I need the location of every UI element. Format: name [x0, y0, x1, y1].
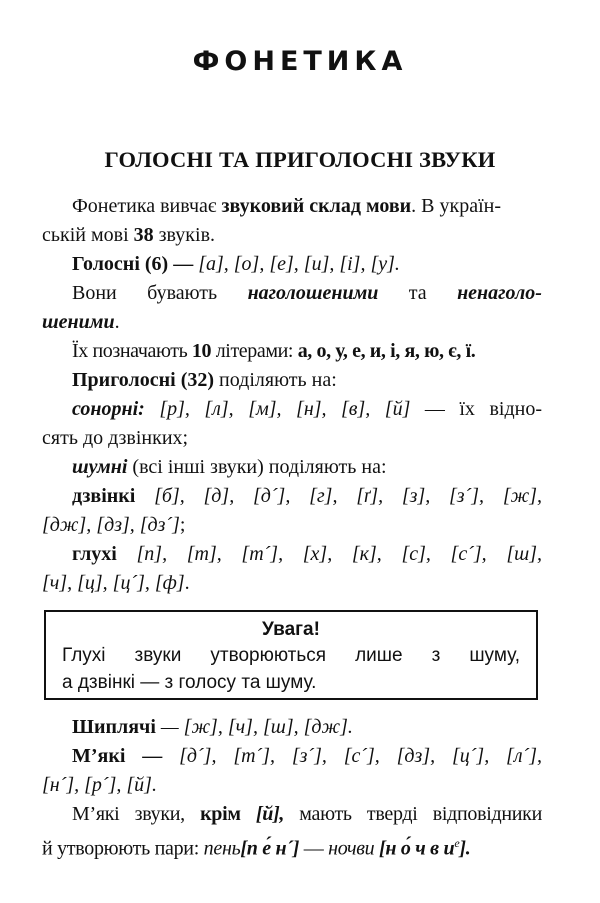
- attention-line: Глухі звуки утворюються лише з шуму,: [62, 645, 520, 666]
- bold-italic-text: [п е́ н´]: [240, 837, 300, 860]
- page-title: ФОНЕТИКА: [192, 46, 408, 77]
- bold-text: М’які —: [72, 745, 163, 767]
- paragraph-noisy: [42, 453, 542, 482]
- text: мають тверді відповідники: [284, 803, 542, 825]
- paragraph-sibilants: [42, 713, 542, 742]
- text: М’які звуки,: [72, 803, 201, 825]
- bottom-text: [42, 713, 542, 864]
- text: звуків.: [153, 224, 216, 246]
- main-text: [42, 192, 542, 598]
- paragraph-letters: [42, 337, 542, 366]
- italic-text: [а], [о], [е], [и], [і], [у].: [193, 253, 400, 275]
- text: —: [299, 837, 329, 860]
- bold-italic-text: сонорні:: [72, 398, 145, 420]
- paragraph-intro: [42, 192, 542, 250]
- bold-italic-text: [й],: [240, 803, 285, 825]
- italic-text: ночви: [328, 837, 375, 860]
- bold-text: звуковий склад мови: [221, 195, 412, 217]
- bold-text: глухі: [72, 543, 117, 565]
- text: Фонетика вивчає: [72, 195, 222, 217]
- text: Їх позначають: [72, 340, 192, 362]
- bold-text: Приголосні (32): [72, 369, 215, 391]
- text: й утворюють пари:: [42, 837, 204, 860]
- text: (всі інші звуки) поділяють на:: [127, 456, 387, 478]
- italic-text: — [ж], [ч], [ш], [дж].: [155, 716, 353, 738]
- italic-text: [дж], [дз], [дз´]: [42, 514, 180, 536]
- attention-body: [46, 642, 536, 696]
- paragraph-stress: [42, 279, 542, 337]
- italic-text: [д´], [т´], [з´], [с´], [дз], [ц´], [л´],: [162, 745, 542, 767]
- bold-italic-text: шумні: [72, 456, 128, 478]
- text: сять до дзвінких;: [42, 427, 189, 449]
- attention-title: Увага!: [262, 619, 320, 640]
- text: .: [184, 572, 190, 594]
- paragraph-voiceless: [42, 540, 542, 598]
- text: ській мові: [42, 224, 134, 246]
- italic-text: [н´], [р´], [й].: [42, 774, 157, 796]
- paragraph-soft: [42, 742, 542, 800]
- bold-text: дзвінкі: [72, 485, 136, 507]
- paragraph-consonants: [42, 366, 542, 395]
- bold-text: Шиплячі: [72, 716, 156, 738]
- text: поділяють на:: [214, 369, 337, 391]
- italic-text: [ч], [ц], [ц´], [ф]: [42, 572, 185, 594]
- paragraph-sonorant: [42, 395, 542, 453]
- bold-italic-text: наголошеними: [247, 282, 379, 304]
- attention-line: а дзвінкі — з голосу та шуму.: [62, 672, 317, 693]
- bold-italic-text: [н о́ ч в и: [374, 837, 455, 860]
- bold-italic-text: ненаголо-: [457, 282, 542, 304]
- bold-text: крім: [200, 803, 241, 825]
- text: Вони бувають: [72, 282, 248, 304]
- text: . В україн-: [411, 195, 502, 217]
- italic-text: [б], [д], [д´], [г], [ґ], [з], [з´], [ж],: [135, 485, 542, 507]
- bold-number: 10: [191, 340, 212, 362]
- italic-text: [р], [л], [м], [н], [в], [й]: [144, 398, 411, 420]
- italic-text: пень: [203, 837, 241, 860]
- bold-italic-text: ].: [459, 837, 471, 860]
- section-title: ГОЛОСНІ ТА ПРИГОЛОСНІ ЗВУКИ: [104, 147, 496, 172]
- italic-text: [п], [т], [т´], [х], [к], [с], [с´], [ш],: [116, 543, 542, 565]
- text: літерами:: [211, 340, 298, 362]
- text: — їх відно-: [410, 398, 542, 420]
- bold-text: а, о, у, е, и, і, я, ю, є, ї.: [297, 340, 476, 362]
- bold-number: 38: [133, 224, 154, 246]
- bold-italic-text: шеними: [42, 311, 115, 333]
- text: та: [378, 282, 458, 304]
- bold-text: Голосні (6) —: [72, 253, 194, 275]
- text: ;: [179, 514, 186, 536]
- paragraph-pairs: [42, 800, 542, 864]
- paragraph-voiced: [42, 482, 542, 540]
- attention-box: [44, 610, 538, 700]
- superscript: е: [454, 836, 460, 850]
- text: .: [114, 311, 120, 333]
- paragraph-vowels: [42, 250, 542, 279]
